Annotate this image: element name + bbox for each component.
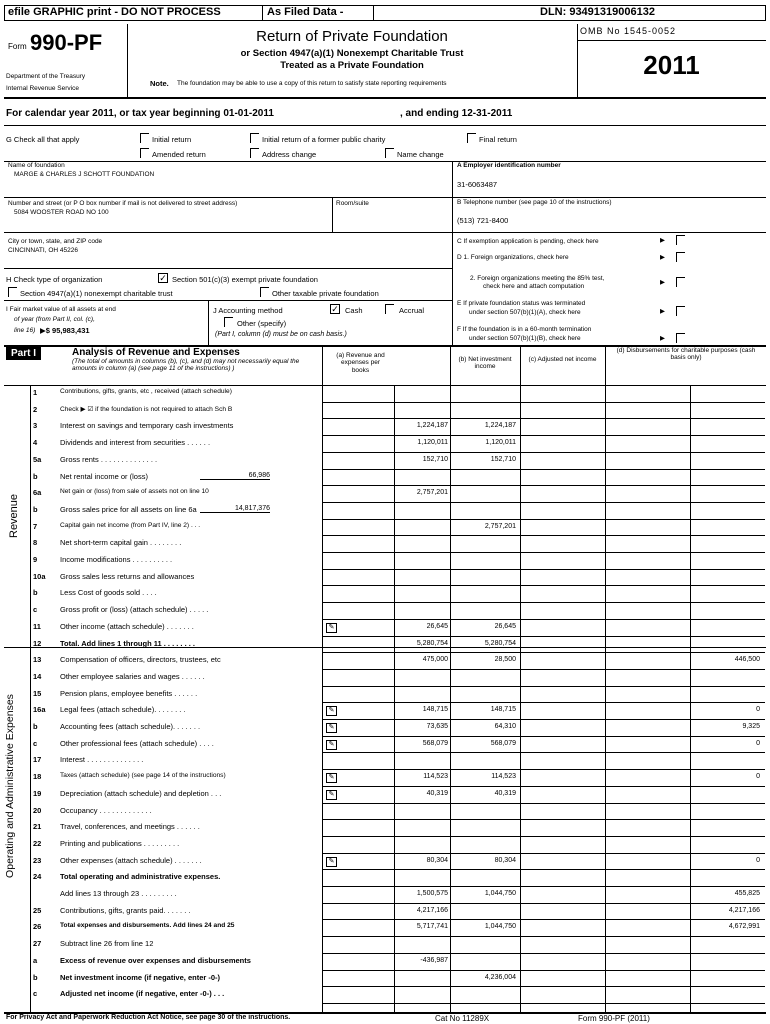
row-divider <box>322 452 765 453</box>
dept-treasury: Department of the Treasury <box>6 73 86 80</box>
line-description: Other employee salaries and wages . . . . . . <box>60 671 205 681</box>
initial-return-checkbox[interactable] <box>140 133 149 143</box>
line-number: 10a <box>33 571 46 581</box>
amount-col-d: 0 <box>756 706 760 714</box>
accounting-method-label: J Accounting method <box>213 306 283 315</box>
row-divider <box>322 469 765 470</box>
amount-col-a: 475,000 <box>422 656 448 664</box>
fmv-label-3: line 16) <box>14 327 36 334</box>
amount-col-b: 1,044,750 <box>484 890 516 897</box>
line-number: 20 <box>33 805 42 815</box>
line-description: Income modifications . . . . . . . . . . <box>60 555 173 564</box>
line-number: 24 <box>33 872 42 882</box>
amount-col-d: 0 <box>756 856 760 864</box>
amount-col-a: -436,987 <box>420 956 448 964</box>
name-change-label: Name change <box>397 150 444 159</box>
address-change-checkbox[interactable] <box>250 148 259 158</box>
line-number: 2 <box>33 404 38 414</box>
part1-tag: Part I <box>6 347 41 360</box>
line-number: 14 <box>33 671 42 681</box>
arrow-icon: ▶ <box>660 335 665 342</box>
ein-value: 31-6063487 <box>457 180 498 189</box>
line-description: Excess of revenue over expenses and disbursements <box>60 955 251 965</box>
city-label: City or town, state, and ZIP code <box>8 238 103 245</box>
initial-return-former-checkbox[interactable] <box>250 133 259 143</box>
foreign-85-label-1: 2. Foreign organizations meeting the 85% test, <box>470 275 605 282</box>
line-description: Travel, conferences, and meetings . . . . . . <box>60 822 200 832</box>
row-divider <box>322 502 765 503</box>
amount-col-b: 568,079 <box>490 739 516 747</box>
attachment-icon[interactable]: ✎ <box>326 773 337 783</box>
row-divider <box>322 903 765 904</box>
line-description: Subtract line 26 from line 12 <box>60 939 154 949</box>
amount-col-a: 2,757,201 <box>416 489 448 497</box>
other-taxable-label: Other taxable private foundation <box>272 289 379 298</box>
form-footer: Form 990-PF (2011) <box>578 1014 650 1023</box>
check-all-label: G Check all that apply <box>6 135 80 144</box>
line-description: Other expenses (attach schedule) . . . . . . . <box>60 855 202 865</box>
amount-col-b: 1,120,011 <box>485 439 516 447</box>
cash-checkbox[interactable]: ✓ <box>331 304 339 314</box>
org-type-label: H Check type of organization <box>6 275 103 284</box>
line-description: Gross rents . . . . . . . . . . . . . . <box>60 454 158 464</box>
row-divider <box>322 936 765 937</box>
line-number: b <box>33 504 38 514</box>
arrow-icon: ▶ <box>660 308 665 315</box>
row-divider <box>322 719 765 720</box>
termination-60-label-1: F If the foundation is in a 60-month termination <box>457 326 592 333</box>
tax-year-ending: , and ending 12-31-2011 <box>400 108 513 119</box>
line-description: Total operating and administrative expenses. <box>60 872 221 882</box>
line-description: Gross sales price for all assets on line 6a <box>60 504 197 514</box>
fmv-label-1: I Fair market value of all assets at end <box>6 306 116 313</box>
amount-col-a: 5,717,741 <box>416 923 448 931</box>
terminated-checkbox[interactable] <box>676 306 685 316</box>
arrow-icon: ▶ <box>660 254 665 261</box>
line-description: Pension plans, employee benefits . . . . . . <box>60 688 198 698</box>
inline-amount: 14,817,376 <box>200 505 270 513</box>
row-divider <box>322 485 765 486</box>
terminated-label-1: E If private foundation status was terminated <box>457 300 586 307</box>
row-divider <box>322 886 765 887</box>
row-divider <box>322 585 765 586</box>
col-c-header: (c) Adjusted net income <box>528 356 597 363</box>
line-number: 3 <box>33 421 38 431</box>
row-divider <box>322 1003 765 1004</box>
final-return-label: Final return <box>479 135 517 144</box>
line-description: Other income (attach schedule) . . . . . . . <box>60 621 194 631</box>
line-description: Interest on savings and temporary cash investments <box>60 421 234 431</box>
line-number: 9 <box>33 555 38 564</box>
line-description: Add lines 13 through 23 . . . . . . . . . <box>60 889 177 898</box>
line-description: Accounting fees (attach schedule). . . . . . . <box>60 722 201 731</box>
line-number: 15 <box>33 688 42 698</box>
termination-60-label-2: under section 507(b)(1)(B), check here <box>469 335 581 342</box>
line-description: Printing and publications . . . . . . . . . <box>60 838 180 848</box>
amount-col-a: 568,079 <box>422 739 448 747</box>
form-number: 990-PF <box>30 30 103 55</box>
line-number: c <box>33 738 38 748</box>
foreign-org-label: D 1. Foreign organizations, check here <box>457 254 569 261</box>
amount-col-b: 4,236,004 <box>484 973 516 981</box>
line-number: 25 <box>33 905 42 915</box>
line-number: b <box>33 471 38 481</box>
row-divider <box>322 869 765 870</box>
amount-col-a: 4,217,166 <box>416 906 448 914</box>
line-number: c <box>33 605 38 615</box>
line-number: 26 <box>33 922 42 932</box>
amount-col-a: 114,523 <box>423 773 448 781</box>
line-description: Occupancy . . . . . . . . . . . . . <box>60 805 152 815</box>
amount-col-d: 0 <box>756 773 760 781</box>
line-description: Adjusted net income (if negative, enter -0-) . . . <box>60 989 225 999</box>
line-number: 13 <box>33 655 42 665</box>
row-divider <box>322 702 765 703</box>
row-divider <box>322 686 765 687</box>
row-divider <box>322 535 765 536</box>
row-divider <box>322 569 765 570</box>
amount-col-a: 1,500,575 <box>416 890 448 897</box>
attachment-icon[interactable]: ✎ <box>326 623 337 633</box>
section-4947-checkbox[interactable] <box>8 287 17 297</box>
row-divider <box>322 619 765 620</box>
arrow-icon: ▶ <box>660 237 665 244</box>
line-number: 4 <box>33 438 38 448</box>
amount-col-b: 1,224,187 <box>484 422 516 430</box>
line-description: Contributions, gifts, grants, etc , received (attach schedule) <box>60 388 232 395</box>
cash-label: Cash <box>345 306 363 315</box>
amount-col-a: 1,224,187 <box>416 422 448 430</box>
amount-col-b: 148,715 <box>490 706 516 714</box>
telephone-label: B Telephone number (see page 10 of the instructions) <box>457 199 612 206</box>
row-divider <box>322 986 765 987</box>
attachment-icon[interactable]: ✎ <box>326 740 337 750</box>
section-4947-label: Section 4947(a)(1) nonexempt charitable trust <box>20 289 173 298</box>
foreign-org-checkbox[interactable] <box>676 252 685 262</box>
initial-return-former-label: Initial return of a former public charity <box>262 135 386 144</box>
tax-year-beginning: For calendar year 2011, or tax year beginning 01-01-2011 <box>6 108 274 119</box>
attachment-icon[interactable]: ✎ <box>326 723 337 733</box>
cash-basis-note: (Part I, column (d) must be on cash basis.) <box>215 331 347 338</box>
line-description: Total. Add lines 1 through 11 . . . . . . . . <box>60 638 196 648</box>
accrual-checkbox[interactable] <box>385 304 394 314</box>
name-change-checkbox[interactable] <box>385 148 394 158</box>
row-divider <box>322 836 765 837</box>
amount-col-b: 64,310 <box>494 723 516 730</box>
side-label-expenses: Operating and Administrative Expenses <box>4 694 16 878</box>
line-description: Taxes (attach schedule) (see page 14 of the instructions) <box>60 772 226 780</box>
efile-label: efile GRAPHIC print - DO NOT PROCESS <box>8 6 221 18</box>
line-number: 12 <box>33 638 42 648</box>
amount-col-a: 5,280,754 <box>416 639 448 647</box>
line-description: Depreciation (attach schedule) and depletion . . . <box>60 788 222 798</box>
line-number: 7 <box>33 521 38 531</box>
address-change-label: Address change <box>262 150 317 159</box>
form-prefix: Form <box>8 42 27 51</box>
line-number: 5a <box>33 454 42 464</box>
amount-col-a: 1,120,011 <box>417 439 448 447</box>
amended-return-checkbox[interactable] <box>140 148 149 158</box>
line-description: Capital gain net income (from Part IV, line 2) . . . <box>60 521 201 529</box>
row-divider <box>322 803 765 804</box>
section-501c3-checkbox[interactable]: ✓ <box>159 273 167 283</box>
form-subtitle-1: or Section 4947(a)(1) Nonexempt Charitable Trust <box>240 48 464 59</box>
fmv-label-2: of year (from Part II, col. (c), <box>14 316 95 323</box>
foundation-name: MARGE & CHARLES J SCHOTT FOUNDATION <box>14 171 155 178</box>
amount-col-a: 148,715 <box>422 706 448 714</box>
line-number: 18 <box>33 772 42 782</box>
amount-col-b: 2,757,201 <box>484 522 516 530</box>
row-divider <box>322 769 765 770</box>
line-number: b <box>33 588 38 598</box>
other-taxable-checkbox[interactable] <box>260 287 269 297</box>
amount-col-d: 4,217,166 <box>728 906 760 914</box>
dln-number: DLN: 93491319006132 <box>540 6 655 18</box>
note-text: The foundation may be able to use a copy of this return to satisfy state reporting requirements <box>177 80 447 87</box>
accrual-label: Accrual <box>399 306 425 315</box>
street-address: 5084 WOOSTER ROAD NO 100 <box>14 209 109 216</box>
street-label: Number and street (or P O box number if mail is not delivered to street address) <box>8 200 238 207</box>
row-divider <box>322 669 765 670</box>
amount-col-b: 26,645 <box>494 622 516 630</box>
line-number: a <box>33 955 38 965</box>
telephone-value: (513) 721-8400 <box>457 216 509 225</box>
line-number: 17 <box>33 755 42 765</box>
inline-amount: 66,986 <box>200 472 270 480</box>
row-divider <box>322 418 765 419</box>
line-number: 1 <box>33 388 38 397</box>
terminated-label-2: under section 507(b)(1)(A), check here <box>469 309 581 316</box>
exemption-pending-label: C If exemption application is pending, check here <box>457 238 599 245</box>
amount-col-a: 40,319 <box>426 789 448 797</box>
final-return-checkbox[interactable] <box>467 133 476 143</box>
row-divider <box>322 435 765 436</box>
amount-col-a: 80,304 <box>426 856 448 864</box>
line-description: Other professional fees (attach schedule) . . . . <box>60 738 214 748</box>
foreign-85-checkbox[interactable] <box>676 277 685 287</box>
exemption-pending-checkbox[interactable] <box>676 235 685 245</box>
row-divider <box>322 552 765 553</box>
amount-col-b: 40,319 <box>494 789 516 797</box>
row-divider <box>322 752 765 753</box>
col-b-header: (b) Net investment income <box>458 356 512 371</box>
line-description: Contributions, gifts, grants paid. . . . . . . <box>60 905 191 915</box>
line-number: b <box>33 722 38 731</box>
row-divider <box>322 853 765 854</box>
room-suite-label: Room/suite <box>336 200 369 207</box>
city-state-zip: CINCINNATI, OH 45226 <box>8 247 78 254</box>
line-number: b <box>33 972 38 982</box>
ein-label: A Employer identification number <box>457 162 561 169</box>
row-divider <box>322 519 765 520</box>
amount-col-b: 5,280,754 <box>484 639 516 647</box>
part1-title-note: (The total of amounts in columns (b), (c), and (d) may not necessarily equal the amounts in column (a) (see page 11 of the instructions) ) <box>72 358 300 373</box>
omb-number: OMB No 1545-0052 <box>580 26 677 36</box>
part1-title: Analysis of Revenue and Expenses <box>72 347 240 358</box>
line-number: 19 <box>33 788 42 798</box>
row-divider <box>322 919 765 920</box>
amount-col-b: 28,500 <box>494 656 516 664</box>
line-number: 21 <box>33 822 42 832</box>
section-501c3-label: Section 501(c)(3) exempt private foundation <box>172 275 318 284</box>
line-description: Compensation of officers, directors, trustees, etc <box>60 655 221 665</box>
line-description: Legal fees (attach schedule). . . . . . . . <box>60 705 186 715</box>
as-filed-label: As Filed Data - <box>267 6 344 18</box>
line-description: Net rental income or (loss) <box>60 471 148 481</box>
amount-col-b: 80,304 <box>494 856 516 864</box>
amount-col-d: 4,672,991 <box>728 923 760 931</box>
row-divider <box>322 819 765 820</box>
amount-col-d: 455,825 <box>734 890 760 897</box>
row-divider <box>322 402 765 403</box>
attachment-icon[interactable]: ✎ <box>326 706 337 716</box>
line-description: Check ▶ ☑ if the foundation is not required to attach Sch B <box>60 405 233 413</box>
amount-col-a: 152,710 <box>422 455 448 463</box>
line-description: Net short-term capital gain . . . . . . . . <box>60 538 182 548</box>
note-label: Note. <box>150 79 169 88</box>
line-description: Less Cost of goods sold . . . . <box>60 588 157 598</box>
amended-return-label: Amended return <box>152 150 206 159</box>
col-a-header: (a) Revenue and expenses per books <box>336 352 385 374</box>
form-subtitle-2: Treated as a Private Foundation <box>280 60 424 71</box>
amount-col-d: 9,325 <box>742 723 760 730</box>
line-number: 8 <box>33 538 38 548</box>
amount-col-d: 446,500 <box>734 656 760 664</box>
name-of-foundation-label: Name of foundation <box>8 162 65 169</box>
termination-60-checkbox[interactable] <box>676 333 685 343</box>
amount-col-a: 26,645 <box>426 622 448 630</box>
line-description: Net investment income (if negative, enter -0-) <box>60 972 221 982</box>
cat-number: Cat No 11289X <box>435 1014 490 1023</box>
line-number: 23 <box>33 855 42 865</box>
line-description: Total expenses and disbursements. Add lines 24 and 25 <box>60 922 235 930</box>
line-number: 16a <box>33 705 46 715</box>
amount-col-b: 114,523 <box>491 773 516 781</box>
row-divider <box>322 602 765 603</box>
amount-col-d: 0 <box>756 739 760 747</box>
other-method-checkbox[interactable] <box>224 317 233 327</box>
col-d-header: (d) Disbursements for charitable purposes (cash basis only) <box>616 347 756 362</box>
line-number: 11 <box>33 621 41 631</box>
amount-col-a: 73,635 <box>426 723 448 730</box>
fmv-value: ▶$ 95,983,431 <box>40 326 90 335</box>
line-number: 6a <box>33 488 42 498</box>
line-number: 22 <box>33 838 42 848</box>
line-description: Gross profit or (loss) (attach schedule) . . . . . <box>60 605 209 615</box>
row-divider <box>322 970 765 971</box>
line-number: 27 <box>33 939 42 949</box>
line-description: Interest . . . . . . . . . . . . . . <box>60 755 144 765</box>
row-divider <box>322 636 765 637</box>
row-divider <box>322 736 765 737</box>
privacy-notice: For Privacy Act and Paperwork Reduction Act Notice, see page 30 of the instructions. <box>6 1014 291 1021</box>
amount-col-b: 1,044,750 <box>484 923 516 931</box>
foreign-85-label-2: check here and attach computation <box>483 283 585 290</box>
form-title: Return of Private Foundation <box>256 28 448 45</box>
side-label-revenue: Revenue <box>8 493 20 538</box>
attachment-icon[interactable]: ✎ <box>326 857 337 867</box>
dept-irs: Internal Revenue Service <box>6 85 79 92</box>
row-divider <box>322 786 765 787</box>
line-description: Net gain or (loss) from sale of assets not on line 10 <box>60 488 209 496</box>
line-number: c <box>33 989 38 999</box>
row-divider <box>322 652 765 653</box>
other-method-label: Other (specify) <box>237 319 287 328</box>
row-divider <box>322 953 765 954</box>
arrow-icon: ▶ <box>660 279 665 286</box>
line-description: Gross sales less returns and allowances <box>60 571 195 581</box>
attachment-icon[interactable]: ✎ <box>326 790 337 800</box>
amount-col-b: 152,710 <box>490 455 516 463</box>
line-description: Dividends and interest from securities . . . . . . <box>60 438 211 448</box>
tax-year-2011: 2011 <box>643 50 700 80</box>
initial-return-label: Initial return <box>152 135 192 144</box>
